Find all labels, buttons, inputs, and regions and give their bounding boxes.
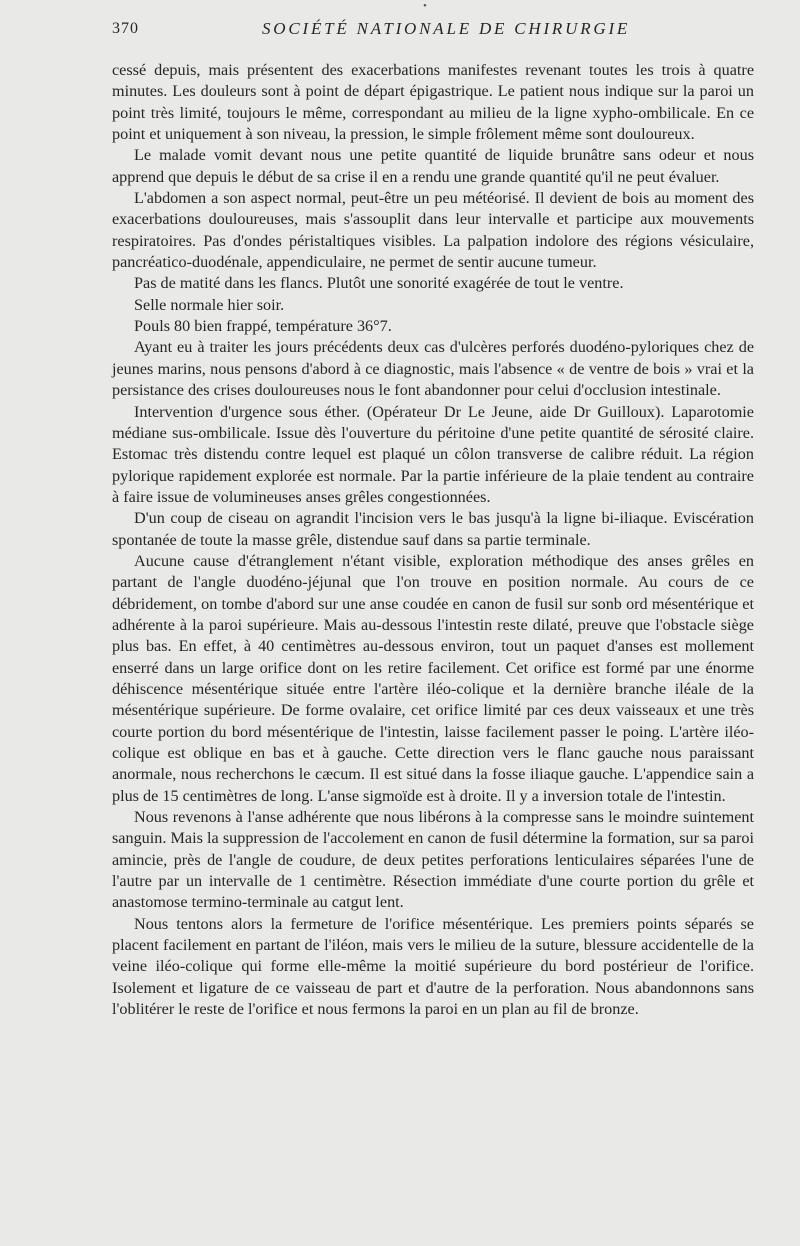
paragraph-9: D'un coup de ciseau on agrandit l'incision vers le bas jusqu'à la ligne bi-iliaque. Eviscération spontanée de toute la masse grêle, distendue sauf dans sa partie terminale. xyxy=(112,509,754,549)
printer-ornament: • xyxy=(423,0,427,12)
paragraph-1: cessé depuis, mais présentent des exacerbations manifestes revenant toutes les trois à quatre minutes. Les douleurs sont à point de départ épigastrique. Le patient nous indique sur la paroi un point très limité, toujours le même, correspondant au milieu de la ligne xypho-ombilicale. En ce point et uniquement à son niveau, la pression, le simple frôlement même sont douloureux. xyxy=(112,61,754,144)
paragraph-8: Intervention d'urgence sous éther. (Opérateur Dr Le Jeune, aide Dr Guilloux). Laparotomie médiane sus-ombilicale. Issue dès l'ouverture du péritoine d'une petite quantité de sérosité claire. Estomac très distendu contre lequel est plaqué un côlon transverse de calibre réduit. La région pylorique rapidement explorée est normale. Par la partie inférieure de la plaie tendent au contraire à faire issue de volumineuses anses grêles congestionnées. xyxy=(112,402,754,506)
paragraph-2: Le malade vomit devant nous une petite quantité de liquide brunâtre sans odeur et nous apprend que depuis le début de sa crise il en a rendu une grande quantité qu'il ne peut évaluer. xyxy=(112,146,754,186)
body-text xyxy=(112,60,754,1020)
paragraph-10: Aucune cause d'étranglement n'étant visible, exploration méthodique des anses grêles en partant de l'angle duodéno-jéjunal que l'on trouve en position normale. Au cours de ce débridement, on tombe d'abord sur une anse coudée en canon de fusil sur sonb ord mésentérique et adhérente à la paroi supérieure. Mais au-dessous l'intestin reste dilaté, preuve que l'obstacle siège plus bas. En effet, à 40 centimètres au-dessous environ, tout un paquet d'anses est mollement enserré dans un large orifice dont on les retire facilement. Cet orifice est formé par une énorme déhiscence mésentérique située entre l'artère iléo-colique et la dernière branche iléale de la mésentérique supérieure. De forme ovalaire, cet orifice limité par ces deux vaisseaux et une très courte portion du bord mésentérique de l'intestin, laisse facilement passer le poing. L'artère iléo-colique est oblique en bas et à gauche. Cette direction vers le flanc gauche nous paraissant anormale, nous recherchons le cæcum. Il est situé dans la fosse iliaque gauche. L'appendice sain a plus de 15 centimètres de long. L'anse sigmoïde est à droite. Il y a inversion totale de l'intestin. xyxy=(112,551,754,805)
page-header xyxy=(112,18,754,48)
paragraph-7: Ayant eu à traiter les jours précédents deux cas d'ulcères perforés duodéno-pyloriques chez de jeunes marins, nous pensons d'abord à ce diagnostic, mais l'absence « de ventre de bois » vrai et la persistance des crises douloureuses nous le font abandonner pour celui d'occlusion intestinale. xyxy=(112,338,754,400)
paragraph-11: Nous revenons à l'anse adhérente que nous libérons à la compresse sans le moindre suintement sanguin. Mais la suppression de l'accolement en canon de fusil détermine la formation, sur sa paroi amincie, près de l'angle de coudure, de deux petites perforations lenticulaires séparées l'une de l'autre par un intervalle de 1 centimètre. Résection immédiate d'une courte portion du grêle et anastomose termino-terminale au catgut lent. xyxy=(112,808,754,912)
paragraph-4: Pas de matité dans les flancs. Plutôt une sonorité exagérée de tout le ventre. xyxy=(134,274,624,293)
paragraph-5: Selle normale hier soir. xyxy=(134,295,285,314)
running-title: SOCIÉTÉ NATIONALE DE CHIRURGIE xyxy=(262,19,631,38)
paragraph-12: Nous tentons alors la fermeture de l'orifice mésentérique. Les premiers points séparés se placent facilement en partant de l'iléon, mais vers le milieu de la suture, blessure accidentelle de la veine iléo-colique qui forme elle-même la moitié supérieure du bord postérieur de l'orifice. Isolement et ligature de ce vaisseau de part et d'autre de la perforation. Nous abandonnons sans l'oblitérer le reste de l'orifice et nous fermons la paroi en un plan au fil de bronze. xyxy=(112,914,754,1019)
page-number: 370 xyxy=(112,20,139,37)
paragraph-6: Pouls 80 bien frappé, température 36°7. xyxy=(134,317,392,336)
paragraph-3: L'abdomen a son aspect normal, peut-être un peu météorisé. Il devient de bois au moment des exacerbations douloureuses, mais s'assouplit dans leur intervalle et participe aux mouvements respiratoires. Pas d'ondes péristaltiques visibles. La palpation indolore des régions vésiculaire, pancréatico-duodénale, appendiculaire, ne permet de sentir aucune tumeur. xyxy=(112,189,754,272)
